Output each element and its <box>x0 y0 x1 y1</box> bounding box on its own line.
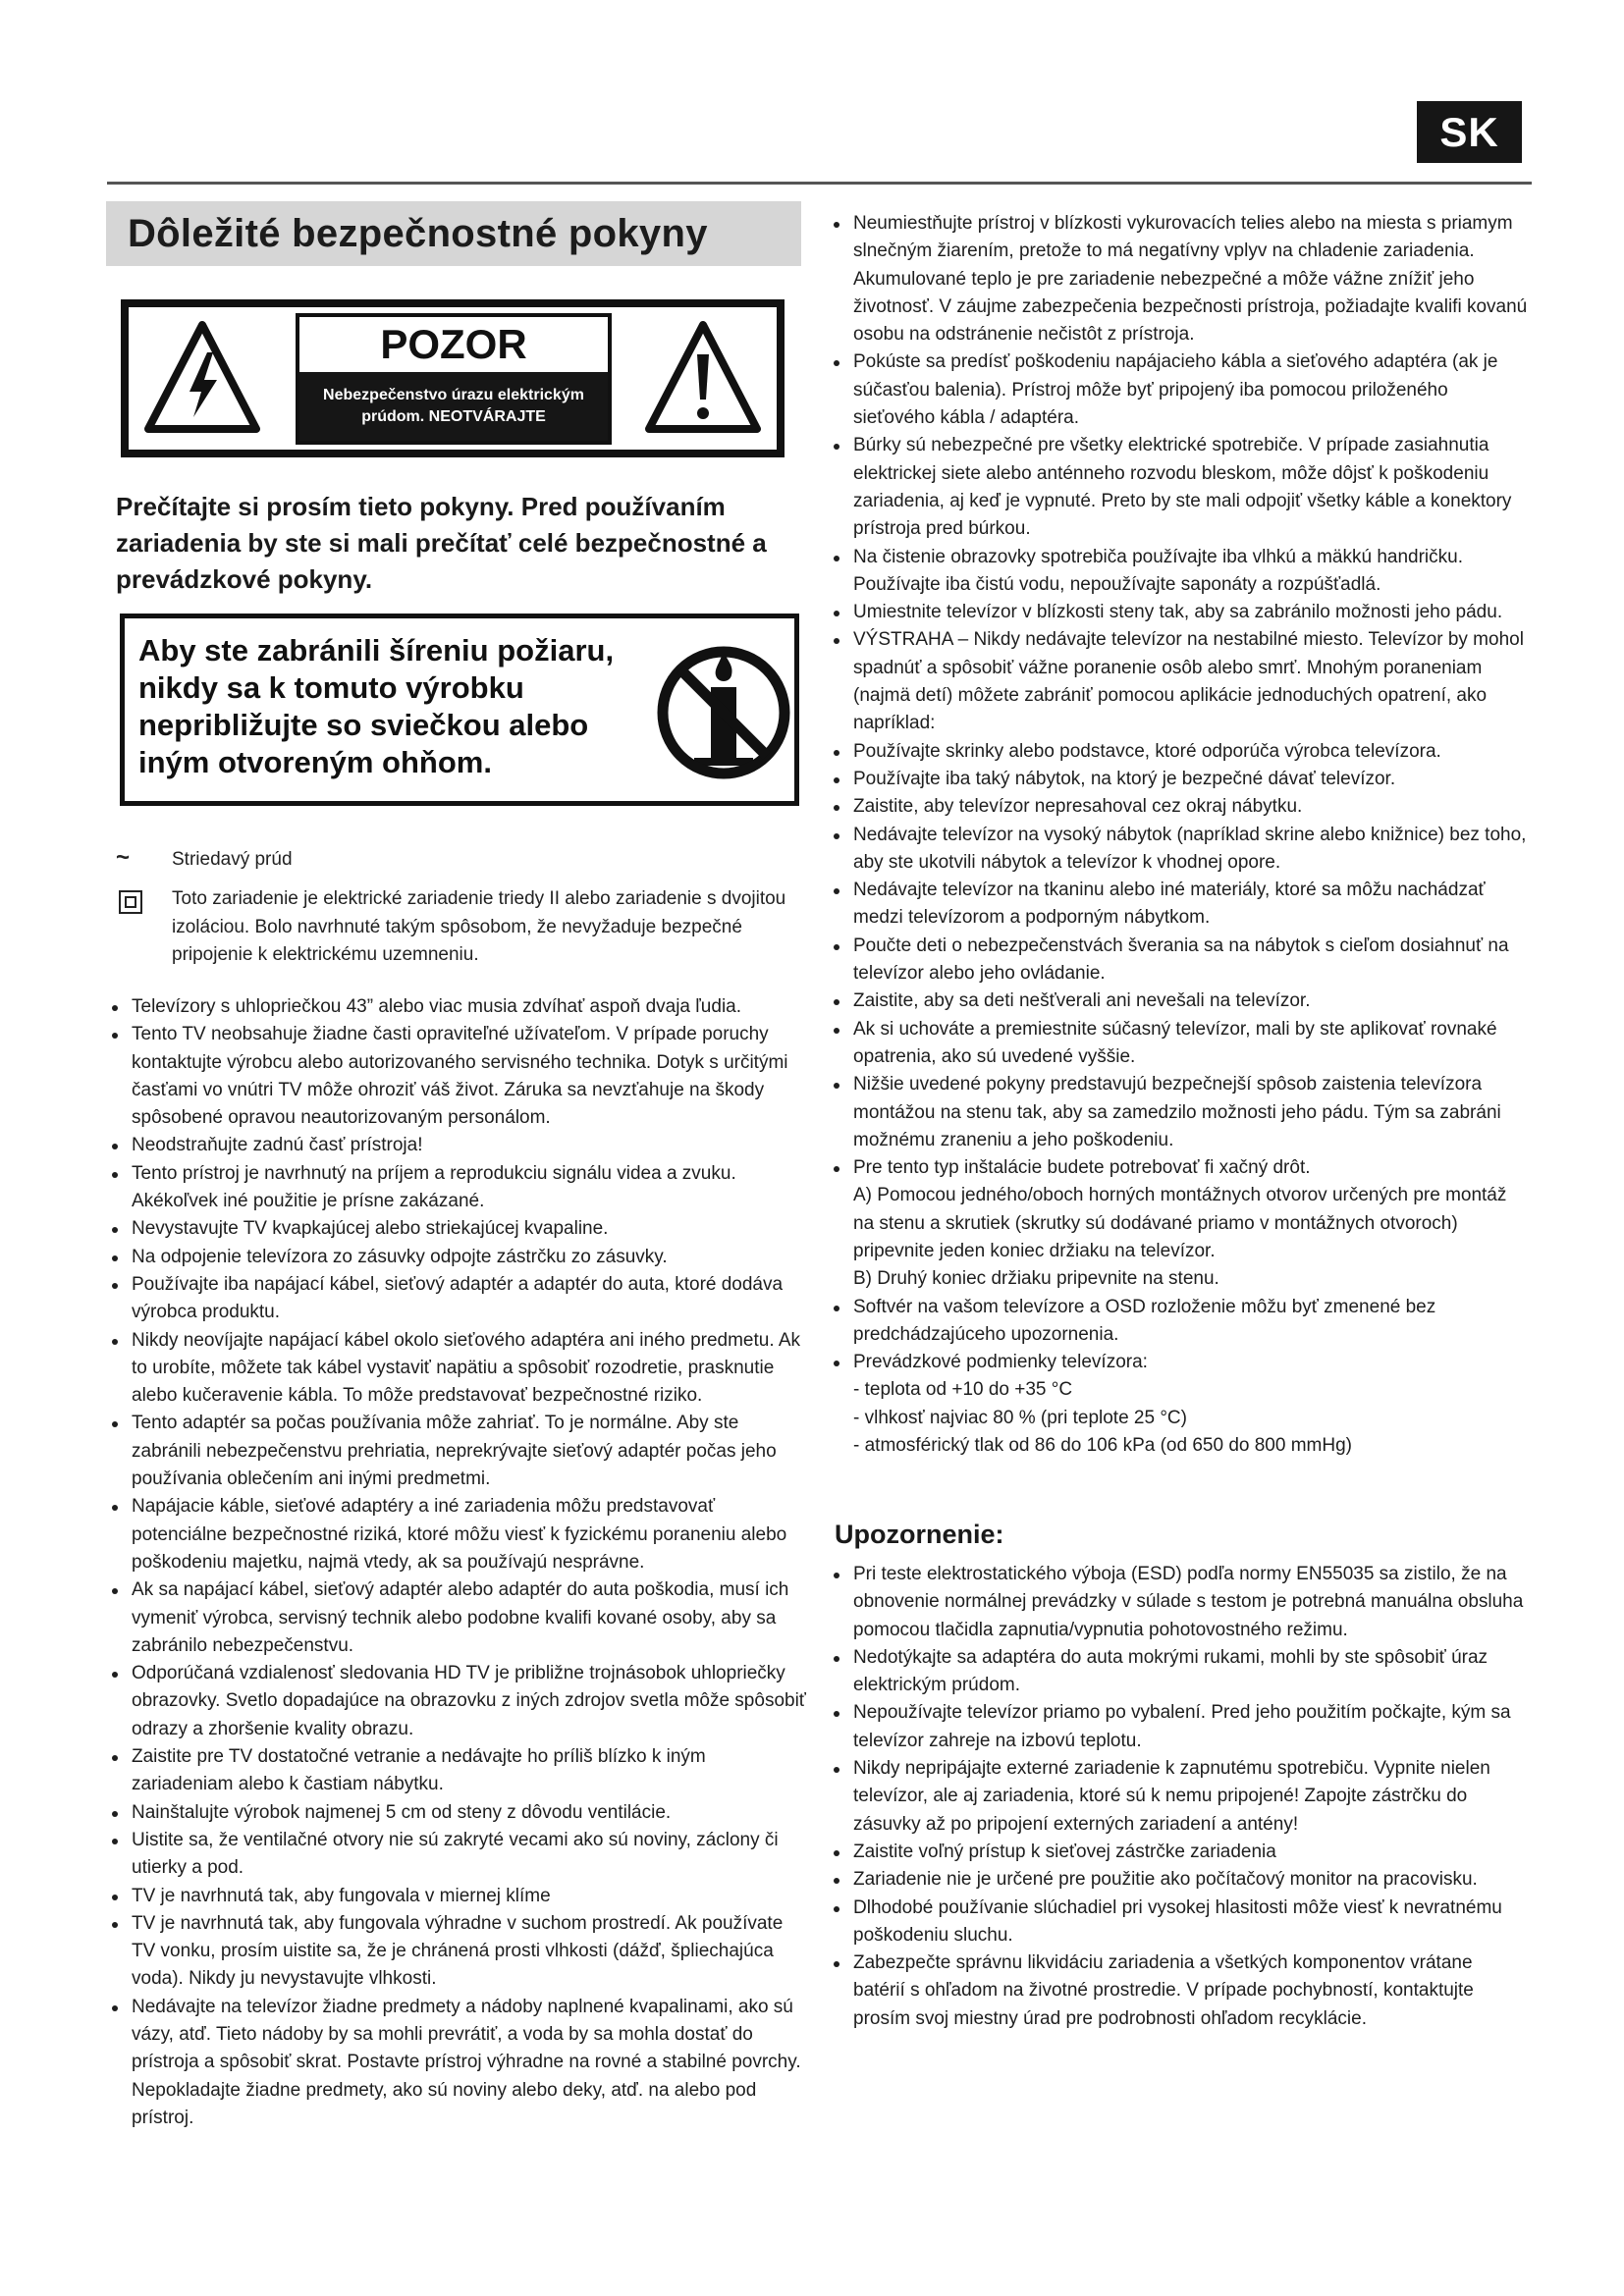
list-item: Tento adaptér sa počas používania môže zahriať. To je normálne. Aby ste zabránili nebezpečenstvu prehriatia, neprekrývajte sieťový adaptér počas jeho používania oblečením ani inými predmetmi. <box>110 1410 807 1493</box>
header-rule <box>107 182 1532 185</box>
list-item: Zariadenie nie je určené pre použitie ako počítačový monitor na pracovisku. <box>832 1866 1529 1894</box>
electric-shock-warning-icon <box>142 319 262 437</box>
list-item: Ak sa napájací kábel, sieťový adaptér alebo adaptér do auta poškodia, musí ich vymeniť výrobca, servisný technik alebo podobne kvalifi kované osoby, aby sa zabránilo nebezpečenstvu. <box>110 1576 807 1660</box>
double-insulation-icon <box>116 889 145 915</box>
list-item: Zaistite voľný prístup k sieťovej zástrčke zariadenia <box>832 1839 1529 1866</box>
class2-symbol-label: Toto zariadenie je elektrické zariadenie triedy II alebo zariadenie s dvojitou izoláciou. Bolo navrhnuté takým spôsobom, že nevyžaduje bezpečné pripojenie k elektrickému uzemneniu. <box>172 888 786 965</box>
caution-label <box>121 299 785 457</box>
list-item: Tento TV neobsahuje žiadne časti opraviteľné užívateľom. V prípade poruchy kontaktujte výrobcu alebo autorizovaného servisného technika. Dotyk s určitými časťami vo vnútri TV môže ohroziť váš život. Záruka sa nevzťahuje na škody spôsobené opravou neautorizovaným personálom. <box>110 1021 807 1132</box>
list-item: Poučte deti o nebezpečenstvách šverania sa na nábytok s cieľom dosiahnuť na televízor alebo jeho ovládanie. <box>832 933 1529 988</box>
list-item: Umiestnite televízor v blízkosti steny tak, aby sa zabránilo možnosti jeho pádu. <box>832 599 1529 626</box>
list-item: Nedotýkajte sa adaptéra do auta mokrými rukami, mohli by ste spôsobiť úraz elektrickým prúdom. <box>832 1644 1529 1700</box>
fire-warning-box <box>120 614 799 806</box>
list-item: Zaistite, aby televízor nepresahoval cez okraj nábytku. <box>832 793 1529 821</box>
list-item: VÝSTRAHA – Nikdy nedávajte televízor na nestabilné miesto. Televízor by mohol spadnúť a spôsobiť vážne poranenie osôb alebo smrť. Mnohým poraneniam (najmä detí) môžete zabrániť pomocou aplikácie jednoduchých opatrení, ako napríklad: <box>832 626 1529 737</box>
list-item: - teplota od +10 do +35 °C <box>853 1379 1073 1401</box>
intro-instruction: Prečítajte si prosím tieto pokyny. Pred používaním zariadenia by ste si mali prečítať celé bezpečnostné a prevádzkové pokyny. <box>116 492 767 594</box>
list-item: - vlhkosť najviac 80 % (pri teplote 25 °C) <box>853 1407 1187 1428</box>
list-item: Nevystavujte TV kvapkajúcej alebo striekajúcej kvapaline. <box>110 1215 807 1243</box>
list-item: Zaistite, aby sa deti nešťverali ani nevešali na televízor. <box>832 988 1529 1015</box>
exclamation-warning-icon <box>643 319 763 437</box>
list-item: Na odpojenie televízora zo zásuvky odpojte zástrčku zo zásuvky. <box>110 1244 807 1271</box>
title-banner <box>106 201 801 266</box>
caution-message <box>299 372 608 441</box>
list-item: Používajte skrinky alebo podstavce, ktoré odporúča výrobca televízora. <box>832 738 1529 766</box>
language-badge: SK <box>1417 101 1522 163</box>
fire-warning-text: Aby ste zabránili šíreniu požiaru, nikdy sa k tomuto výrobku nepribližujte so sviečkou alebo iným otvoreným ohňom. <box>138 633 615 779</box>
list-item: Nedávajte televízor na tkaninu alebo iné materiály, ktoré sa môžu nachádzať medzi televízorom a podporným nábytkom. <box>832 877 1529 933</box>
notice-list <box>832 1561 1529 2033</box>
list-item: TV je navrhnutá tak, aby fungovala výhradne v suchom prostredí. Ak používate TV vonku, prosím uistite sa, že je chránená prosti vlhkosti (dážď, špliechajúca voda). Nikdy ju nevystavujte vlhkosti. <box>110 1910 807 1994</box>
ac-symbol-label: Striedavý prúd <box>172 849 293 870</box>
list-item: Pri teste elektrostatického výboja (ESD) podľa normy EN55035 sa zistilo, že na obnovenie normálnej prevádzky v súlade s testom je potrebná manuálna obsluha pomocou tlačidla zapnutia/vypnutia pohotovostného režimu. <box>832 1561 1529 1644</box>
right-safety-list <box>832 210 1529 1460</box>
list-item: Nikdy nepripájajte externé zariadenie k zapnutému spotrebiču. Vypnite nielen televízor, ale aj zariadenia, ktoré sú k nemu pripojené! Zapojte zástrčku do zásuvky až po pripojení externých zariadení a antény! <box>832 1755 1529 1839</box>
list-item: Nikdy neovíjajte napájací kábel okolo sieťového adaptéra ani iného predmetu. Ak to urobíte, môžete tak kábel vystaviť napätiu a spôsobiť rozodretie, prasknutie alebo kučeravenie kábla. To môže predstavovať bezpečnostné riziko. <box>110 1327 807 1411</box>
list-item: Softvér na vašom televízore a OSD rozloženie môžu byť zmenené bez predchádzajúceho upozornenia. <box>832 1294 1529 1350</box>
list-item: Pokúste sa predísť poškodeniu napájacieho kábla a sieťového adaptéra (ak je súčasťou balenia). Prístroj môže byť pripojený iba pomocou priloženého sieťového kábla / adaptéra. <box>832 348 1529 432</box>
list-item: Zaistite pre TV dostatočné vetranie a nedávajte ho príliš blízko k iným zariadeniam alebo k častiam nábytku. <box>110 1743 807 1799</box>
list-item: Nedávajte na televízor žiadne predmety a nádoby naplnené kvapalinami, ako sú vázy, atď. Tieto nádoby by sa mohli prevrátiť, a voda by sa mohla dostať do prístroja a spôsobiť skrat. Postavte prístroj výhradne na rovné a stabilné povrchy. Nepokladajte žiadne predmety, ako sú noviny alebo deky, atď. na alebo pod prístroj. <box>110 1994 807 2132</box>
list-item: - atmosférický tlak od 86 do 106 kPa (od 650 do 800 mmHg) <box>853 1435 1352 1457</box>
alternating-current-icon: ~ <box>116 844 131 871</box>
caution-heading: POZOR <box>380 321 527 367</box>
list-item: Pre tento typ inštalácie budete potrebovať fi xačný drôt. <box>832 1154 1529 1182</box>
notices-heading: Upozornenie: <box>835 1520 1004 1549</box>
list-item: Búrky sú nebezpečné pre všetky elektrické spotrebiče. V prípade zasiahnutia elektrickej siete alebo anténneho rozvodu bleskom, môže dôjsť k poškodeniu zariadenia, aj keď je vypnuté. Preto by ste mali odpojiť všetky káble a konektory prístroja pred búrkou. <box>832 432 1529 543</box>
list-item: Nepoužívajte televízor priamo po vybalení. Pred jeho použitím počkajte, kým sa televízor zahreje na izbovú teplotu. <box>832 1699 1529 1755</box>
list-item: Nedávajte televízor na vysoký nábytok (napríklad skrine alebo knižnice) bez toho, aby ste ukotvili nábytok a televízor k vhodnej opore. <box>832 822 1529 878</box>
list-item: Napájacie káble, sieťové adaptéry a iné zariadenia môžu predstavovať potenciálne bezpečnostné riziká, ktoré môžu viesť k fyzickému poraneniu alebo poškodeniu majetku, najmä vtedy, ak sa používajú nesprávne. <box>110 1493 807 1576</box>
page-title: Dôležité bezpečnostné pokyny <box>128 211 708 255</box>
list-item: Uistite sa, že ventilačné otvory nie sú zakryté vecami ako sú noviny, záclony či utierky a pod. <box>110 1827 807 1883</box>
list-item: Zabezpečte správnu likvidáciu zariadenia a všetkých komponentov vrátane batérií s ohľadom na životné prostredie. V prípade pochybností, kontaktujte prosím svoj miestny úrad pre podrobnosti ohľadom recyklácie. <box>832 1949 1529 2033</box>
no-open-flame-icon <box>650 634 797 786</box>
list-item: Používajte iba taký nábytok, na ktorý je bezpečné dávať televízor. <box>832 766 1529 793</box>
list-item: Dlhodobé používanie slúchadiel pri vysokej hlasitosti môže viesť k nevratnému poškodeniu sluchu. <box>832 1895 1529 1950</box>
list-item: Nižšie uvedené pokyny predstavujú bezpečnejší spôsob zaistenia televízora montážou na stenu tak, aby sa zamedzilo možnosti jeho pádu. Tým sa zabráni možnému zraneniu a jeho poškodeniu. <box>832 1071 1529 1154</box>
list-item: Na čistenie obrazovky spotrebiča používajte iba vlhkú a mäkkú handričku. Používajte iba čistú vodu, nepoužívajte saponáty a rozpúšťadlá. <box>832 544 1529 600</box>
list-item: Nainštalujte výrobok najmenej 5 cm od steny z dôvodu ventilácie. <box>110 1799 807 1827</box>
list-item: Používajte iba napájací kábel, sieťový adaptér a adaptér do auta, ktoré dodáva výrobca produktu. <box>110 1271 807 1327</box>
caution-text-panel <box>296 313 612 445</box>
list-item: B) Druhý koniec držiaku pripevnite na stenu. <box>853 1268 1219 1290</box>
list-item: Televízory s uhlopriečkou 43” alebo viac musia zdvíhať aspoň dvaja ľudia. <box>110 993 807 1021</box>
list-item: Neodstraňujte zadnú časť prístroja! <box>110 1132 807 1159</box>
caution-line-1: Nebezpečenstvo úrazu elektrickým <box>323 387 584 403</box>
list-item: Neumiestňujte prístroj v blízkosti vykurovacích telies alebo na miesta s priamym slnečným žiarením, pretože to má negatívny vplyv na chladenie zariadenia. Akumulované teplo je pre zariadenie nebezpečné a môže vážne znížiť jeho životnosť. V záujme zabezpečenia bezpečnosti prístroja, požiadajte kvalifi kovanú osobu na odstránenie nečistôt z prístroja. <box>832 210 1529 348</box>
left-safety-list <box>110 993 807 2132</box>
list-item: Odporúčaná vzdialenosť sledovania HD TV je približne trojnásobok uhlopriečky obrazovky. Svetlo dopadajúce na obrazovku z iných zdrojov svetla môže spôsobiť odrazy a zhoršenie kvality obrazu. <box>110 1660 807 1743</box>
caution-line-2: prúdom. NEOTVÁRAJTE <box>361 408 546 425</box>
list-item: TV je navrhnutá tak, aby fungovala v miernej klíme <box>110 1883 807 1910</box>
list-item: Prevádzkové podmienky televízora: <box>832 1349 1529 1376</box>
list-item: Ak si uchováte a premiestnite súčasný televízor, mali by ste aplikovať rovnaké opatrenia, ako sú uvedené vyššie. <box>832 1016 1529 1072</box>
list-item: Tento prístroj je navrhnutý na príjem a reprodukciu signálu videa a zvuku. Akékoľvek iné použitie je prísne zakázané. <box>110 1160 807 1216</box>
list-item: A) Pomocou jedného/oboch horných montážnych otvorov určených pre montáž na stenu a skrutiek (skrutky sú dodávané priamo v montážnych otvoroch) pripevnite jeden koniec držiaku na televízor. <box>853 1185 1507 1261</box>
